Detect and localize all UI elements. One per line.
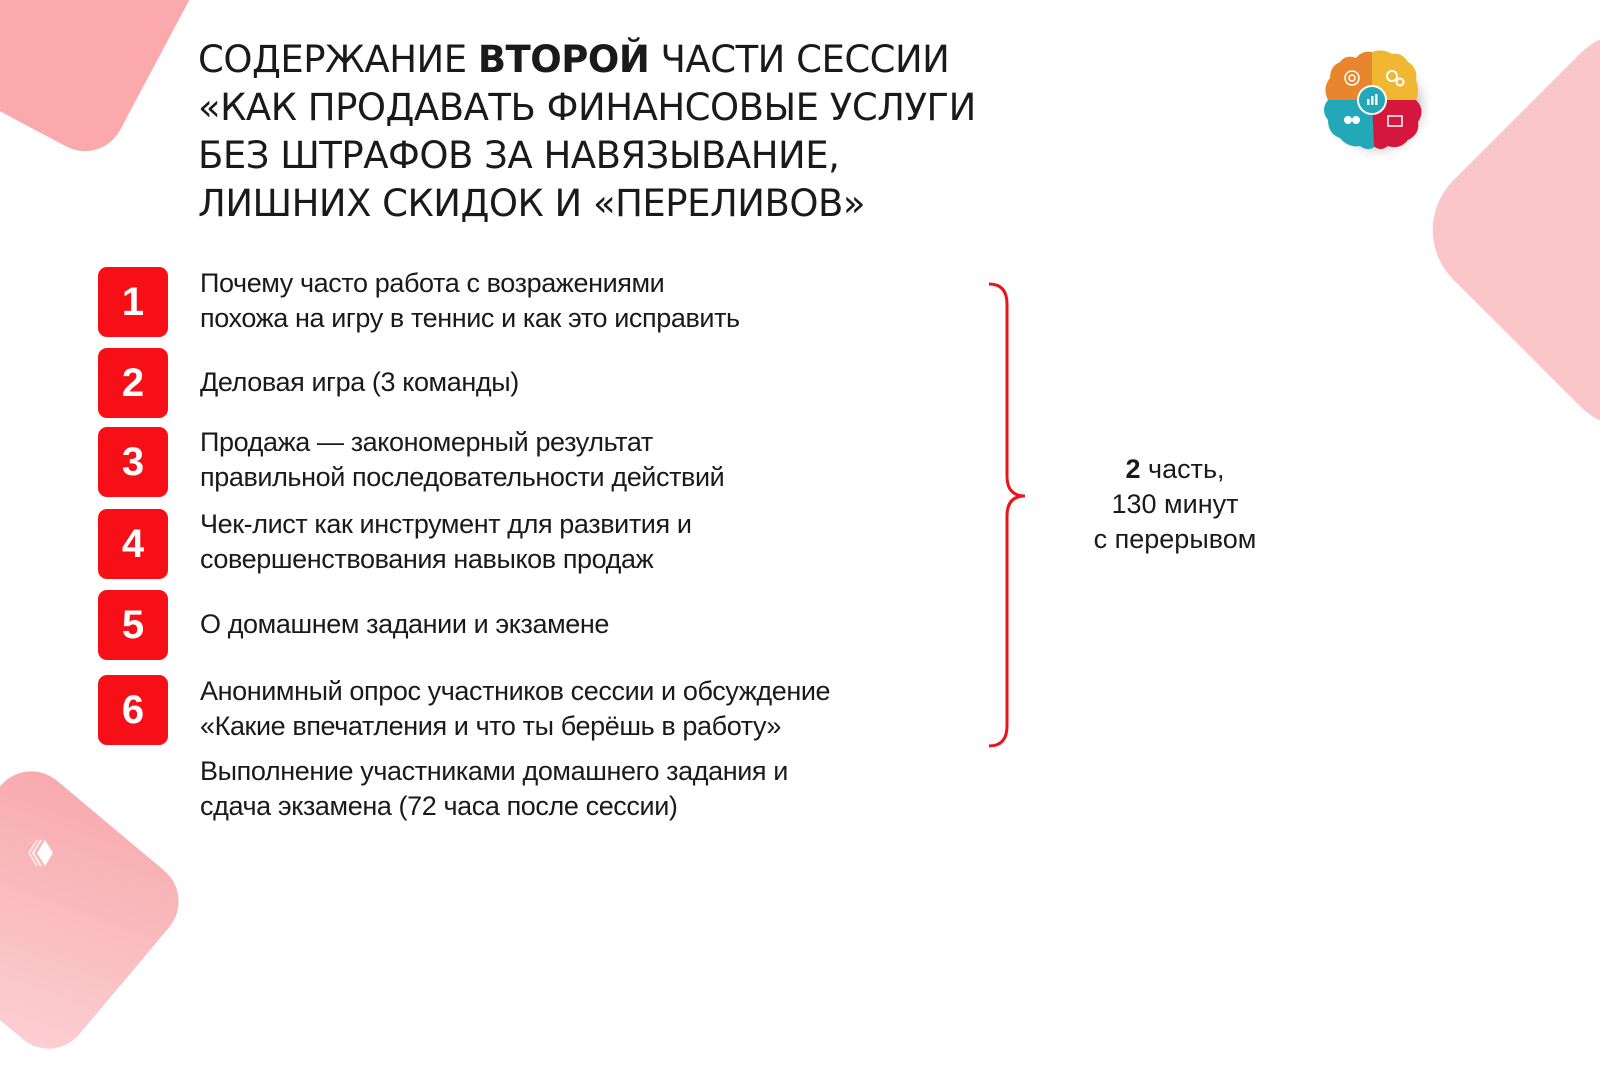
decorative-shape-bottom-left [0, 755, 195, 1065]
item-text-4: Чек-лист как инструмент для развития и совершенствования навыков продаж [200, 509, 692, 574]
number-badge: 3 [98, 427, 168, 497]
brand-diamond-icon [28, 838, 54, 868]
title-bold-word: ВТОРОЙ [477, 38, 650, 81]
title-line-2: «КАК ПРОДАВАТЬ ФИНАНСОВЫЕ УСЛУГИ [198, 86, 976, 129]
duration-summary: 2 часть, 130 минут с перерывом [1093, 454, 1257, 554]
item-text-3: Продажа — закономерный результат правильной последовательности действий [200, 427, 725, 492]
item-text-6: Анонимный опрос участников сессии и обсуждение «Какие впечатления и что ты берёшь в работу» [200, 676, 831, 741]
number-badge: 1 [98, 267, 168, 337]
number-badge: 2 [98, 348, 168, 418]
curly-brace-icon [985, 282, 1045, 748]
item-text-1: Почему часто работа с возражениями похожа на игру в теннис и как это исправить [200, 268, 740, 333]
number-badge: 5 [98, 590, 168, 660]
slide-title [198, 36, 1018, 228]
title-line-3: БЕЗ ШТРАФОВ ЗА НАВЯЗЫВАНИЕ, [198, 134, 840, 177]
list-item-1 [98, 267, 168, 337]
gear-puzzle-logo-icon [1316, 44, 1432, 160]
decorative-shape-top-left [0, 0, 223, 165]
number-badge: 6 [98, 675, 168, 745]
list-item-5 [98, 590, 168, 660]
title-line-1-suffix: ЧАСТИ СЕССИИ [649, 38, 950, 81]
number-badge: 4 [98, 509, 168, 579]
footer-note: Выполнение участниками домашнего задания и сдача экзамена (72 часа после сессии) [200, 756, 788, 821]
list-item-3 [98, 427, 168, 497]
item-text-2: Деловая игра (3 команды) [200, 367, 519, 397]
item-text-5: О домашнем задании и экзамене [200, 609, 610, 639]
list-item-4 [98, 509, 168, 579]
list-item-2 [98, 348, 168, 418]
list-item-6 [98, 675, 168, 745]
title-line-4: ЛИШНИХ СКИДОК И «ПЕРЕЛИВОВ» [198, 182, 866, 225]
decorative-shape-right [1404, 4, 1600, 457]
title-line-1-prefix: СОДЕРЖАНИЕ [198, 38, 478, 81]
